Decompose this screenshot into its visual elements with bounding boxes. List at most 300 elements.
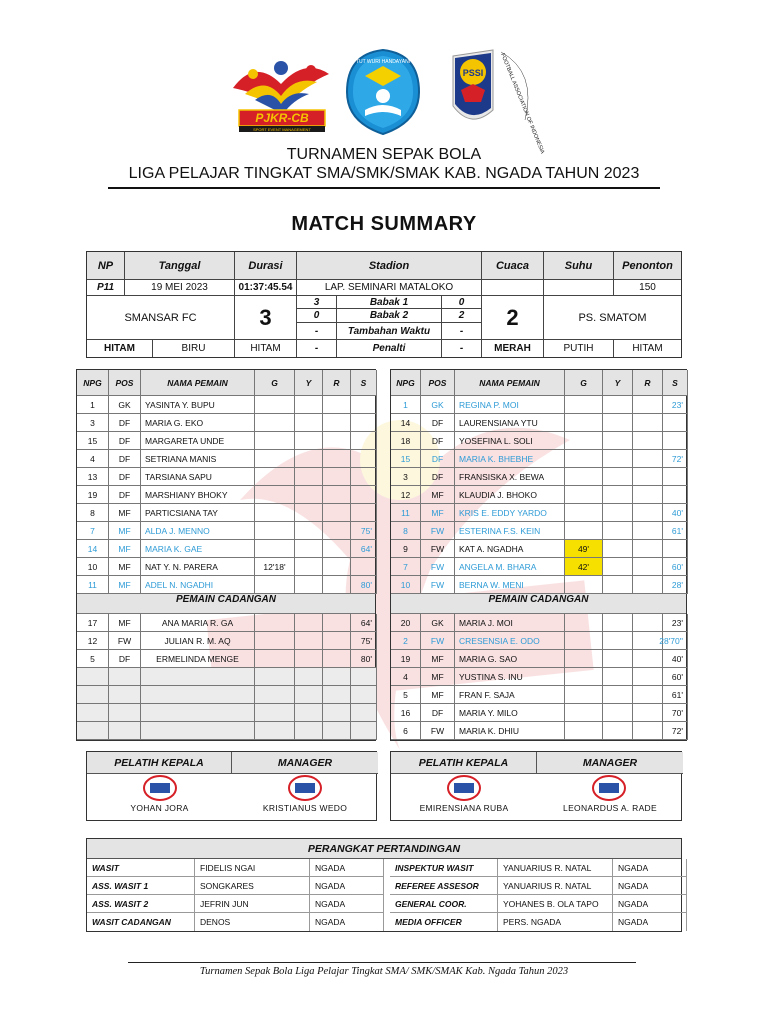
player-r (323, 432, 351, 449)
substitute-s: 60' (663, 668, 688, 685)
pssi-logo-icon (441, 46, 546, 155)
substitute-s: 28'70'' (663, 632, 688, 649)
home-manager-name: KRISTIANUS WEDO (262, 803, 348, 813)
substitute-r (323, 722, 351, 739)
player-s (351, 396, 377, 413)
col-header-s: S (663, 370, 688, 395)
player-s: 40' (663, 504, 688, 521)
substitute-s: 40' (663, 650, 688, 667)
col-header-y: Y (295, 370, 323, 395)
substitute-nama: ERMELINDA MENGE (141, 650, 255, 667)
officials-title: PERANGKAT PERTANDINGAN (87, 839, 681, 859)
player-s (663, 432, 688, 449)
home-kit-3: HITAM (235, 340, 297, 357)
substitute-y (295, 704, 323, 721)
player-y (295, 540, 323, 557)
substitute-pos: DF (109, 650, 141, 667)
player-y (603, 576, 633, 593)
substitute-s: 61' (663, 686, 688, 703)
player-pos: MF (109, 504, 141, 521)
substitute-nama (141, 722, 255, 739)
period-penalti-label: Penalti (337, 340, 442, 357)
svg-text:FOOTBALL ASSOCIATION OF INDONE: FOOTBALL ASSOCIATION OF INDONESIA (499, 52, 546, 155)
player-nama: MARIA K. GAE (141, 540, 255, 557)
tanggal-header: Tanggal (125, 252, 235, 280)
player-npg: 13 (77, 468, 109, 485)
substitute-row (77, 632, 377, 650)
substitute-nama (141, 686, 255, 703)
substitute-y (603, 668, 633, 685)
period-1-home: 3 (297, 296, 337, 309)
footer-divider (128, 962, 636, 963)
player-y (603, 468, 633, 485)
player-s: 80' (351, 576, 377, 593)
away-officials-box (390, 751, 682, 821)
player-pos: DF (109, 450, 141, 467)
player-g (255, 432, 295, 449)
substitute-r (633, 650, 663, 667)
player-r (633, 468, 663, 485)
player-g (255, 396, 295, 413)
substitute-row (391, 650, 688, 668)
np-value: P11 (87, 280, 125, 296)
player-pos: DF (109, 432, 141, 449)
player-nama: MARIA G. EKO (141, 414, 255, 431)
official-origin: NGADA (310, 913, 384, 931)
player-pos: MF (109, 522, 141, 539)
col-header-pos: POS (421, 370, 455, 395)
col-header-s: S (351, 370, 377, 395)
player-npg: 4 (77, 450, 109, 467)
col-header-g: G (255, 370, 295, 395)
substitute-pos (109, 686, 141, 703)
home-team-name: SMANSAR FC (87, 296, 235, 340)
player-pos: DF (421, 468, 455, 485)
substitute-r (633, 668, 663, 685)
player-s (351, 468, 377, 485)
official-role: WASIT (87, 859, 195, 876)
away-team-name: PS. SMATOM (544, 296, 681, 340)
substitute-g (565, 722, 603, 739)
away-pelatih-label: PELATIH KEPALA (391, 752, 537, 774)
player-g (565, 432, 603, 449)
player-npg: 10 (77, 558, 109, 575)
substitute-nama: YUSTINA S. INU (455, 668, 565, 685)
player-npg: 9 (391, 540, 421, 557)
col-header-y: Y (603, 370, 633, 395)
cuaca-header: Cuaca (482, 252, 544, 280)
period-penalti-away: - (442, 340, 482, 357)
player-row (77, 522, 377, 540)
home-player-table (76, 369, 376, 741)
player-nama: MARIA K. BHEBHE (455, 450, 565, 467)
official-name: YANUARIUS R. NATAL (498, 877, 613, 894)
player-nama: SETRIANA MANIS (141, 450, 255, 467)
player-nama: NAT Y. N. PARERA (141, 558, 255, 575)
player-npg: 18 (391, 432, 421, 449)
player-pos: FW (421, 540, 455, 557)
substitute-row (391, 686, 688, 704)
player-nama: KAT A. NGADHA (455, 540, 565, 557)
player-s: 64' (351, 540, 377, 557)
pjkr-cb-logo-icon (225, 54, 337, 134)
player-r (323, 450, 351, 467)
substitute-s (351, 686, 377, 703)
away-manager-label: MANAGER (537, 752, 683, 774)
substitute-row (77, 704, 377, 722)
player-s (351, 432, 377, 449)
player-row (77, 468, 377, 486)
player-r (323, 558, 351, 575)
player-pos: MF (109, 558, 141, 575)
player-g (255, 414, 295, 431)
player-r (633, 432, 663, 449)
match-summary-heading: MATCH SUMMARY (291, 213, 477, 235)
player-npg: 11 (77, 576, 109, 593)
col-header-g: G (565, 370, 603, 395)
official-row (390, 877, 687, 895)
away-substitutes-header (391, 594, 686, 614)
player-row (77, 504, 377, 522)
substitute-y (603, 632, 633, 649)
substitute-row (391, 632, 688, 650)
player-y (295, 504, 323, 521)
tut-wuri-handayani-logo-icon (343, 48, 423, 136)
col-header-r: R (323, 370, 351, 395)
player-nama: YOSEFINA L. SOLI (455, 432, 565, 449)
signature-stamp-icon (446, 774, 482, 802)
substitute-nama: MARIA G. SAO (455, 650, 565, 667)
player-r (633, 396, 663, 413)
player-npg: 12 (391, 486, 421, 503)
player-g (565, 414, 603, 431)
player-nama: PARTICSIANA TAY (141, 504, 255, 521)
substitutes-label: PEMAIN CADANGAN (176, 594, 276, 605)
substitute-row (77, 614, 377, 632)
player-row (391, 486, 688, 504)
player-y (603, 450, 633, 467)
player-y (295, 450, 323, 467)
official-name: JEFRIN JUN (195, 895, 310, 912)
official-name: YANUARIUS R. NATAL (498, 859, 613, 876)
away-score: 2 (482, 296, 544, 340)
substitute-r (633, 686, 663, 703)
substitute-g (255, 704, 295, 721)
player-row (77, 486, 377, 504)
substitute-pos: GK (421, 614, 455, 631)
player-row (77, 432, 377, 450)
player-pos: FW (421, 576, 455, 593)
player-r (633, 540, 663, 557)
substitute-y (295, 650, 323, 667)
substitute-r (633, 722, 663, 739)
player-r (323, 522, 351, 539)
suhu-value (544, 280, 614, 296)
player-g: 12'18' (255, 558, 295, 575)
player-s: 72' (663, 450, 688, 467)
period-1-label: Babak 1 (337, 296, 442, 309)
player-npg: 15 (391, 450, 421, 467)
away-player-table (390, 369, 687, 741)
player-pos: DF (421, 414, 455, 431)
home-manager-label: MANAGER (232, 752, 378, 774)
substitute-nama: FRAN F. SAJA (455, 686, 565, 703)
player-pos: DF (421, 432, 455, 449)
substitute-pos: DF (421, 704, 455, 721)
player-y (295, 558, 323, 575)
player-row (391, 414, 688, 432)
tournament-title: TURNAMEN SEPAK BOLA (286, 146, 482, 163)
substitute-row (77, 668, 377, 686)
player-y (603, 558, 633, 575)
substitute-nama: MARIA K. DHIU (455, 722, 565, 739)
player-s (351, 414, 377, 431)
player-npg: 7 (391, 558, 421, 575)
svg-text:TUT WURI HANDAYANI: TUT WURI HANDAYANI (355, 59, 411, 65)
player-row (77, 540, 377, 558)
player-y (603, 432, 633, 449)
player-npg: 8 (391, 522, 421, 539)
player-row (77, 414, 377, 432)
player-nama: KLAUDIA J. BHOKO (455, 486, 565, 503)
col-header-pos: POS (109, 370, 141, 395)
substitute-pos: MF (109, 614, 141, 631)
home-pelatih-name: YOHAN JORA (130, 803, 189, 813)
player-g (565, 504, 603, 521)
player-y (295, 432, 323, 449)
substitute-npg (77, 722, 109, 739)
period-1-away: 0 (442, 296, 482, 309)
player-nama: MARSHIANY BHOKY (141, 486, 255, 503)
official-row (390, 913, 687, 931)
official-origin: NGADA (310, 877, 384, 894)
substitute-y (603, 650, 633, 667)
player-g (255, 468, 295, 485)
substitute-npg: 6 (391, 722, 421, 739)
player-row (391, 576, 688, 594)
substitute-nama: CRESENSIA E. ODO (455, 632, 565, 649)
substitute-y (295, 632, 323, 649)
cuaca-value (482, 280, 544, 296)
suhu-header: Suhu (544, 252, 614, 280)
player-pos: FW (421, 558, 455, 575)
player-g (565, 486, 603, 503)
player-s (663, 540, 688, 557)
home-pelatih-label: PELATIH KEPALA (87, 752, 232, 774)
substitute-npg (77, 668, 109, 685)
substitute-r (323, 632, 351, 649)
player-npg: 19 (77, 486, 109, 503)
substitute-pos: FW (421, 722, 455, 739)
substitute-s: 80' (351, 650, 377, 667)
player-nama: ADEL N. NGADHI (141, 576, 255, 593)
player-pos: GK (421, 396, 455, 413)
player-r (323, 396, 351, 413)
substitute-y (603, 722, 633, 739)
player-r (633, 504, 663, 521)
player-nama: TARSIANA SAPU (141, 468, 255, 485)
official-role: WASIT CADANGAN (87, 913, 195, 931)
substitute-g (255, 686, 295, 703)
np-header: NP (87, 252, 125, 280)
player-g (565, 576, 603, 593)
player-npg: 3 (391, 468, 421, 485)
away-table-header (391, 370, 688, 396)
player-npg: 1 (77, 396, 109, 413)
substitute-npg: 5 (391, 686, 421, 703)
substitute-row (77, 722, 377, 740)
player-s (663, 414, 688, 431)
player-s (663, 486, 688, 503)
official-row (390, 859, 687, 877)
substitute-nama: MARIA J. MOI (455, 614, 565, 631)
official-origin: NGADA (613, 913, 687, 931)
player-g (255, 576, 295, 593)
player-row (77, 450, 377, 468)
player-g (565, 522, 603, 539)
signature-stamp-icon (142, 774, 178, 802)
period-2-home: 0 (297, 309, 337, 323)
player-y (295, 486, 323, 503)
player-nama: ANGELA M. BHARA (455, 558, 565, 575)
substitute-nama: JULIAN R. M. AQ (141, 632, 255, 649)
substitute-y (295, 722, 323, 739)
player-g: 49' (565, 540, 603, 557)
substitute-g (565, 650, 603, 667)
player-s: 60' (663, 558, 688, 575)
player-g (255, 450, 295, 467)
player-r (323, 504, 351, 521)
player-pos: MF (109, 576, 141, 593)
player-nama: BERNA W. MENI (455, 576, 565, 593)
substitutes-label: PEMAIN CADANGAN (488, 594, 589, 605)
substitute-y (295, 614, 323, 631)
substitute-r (323, 704, 351, 721)
official-role: ASS. WASIT 2 (87, 895, 195, 912)
stadion-value: LAP. SEMINARI MATALOKO (297, 280, 482, 296)
player-r (633, 522, 663, 539)
substitute-y (295, 668, 323, 685)
player-r (633, 414, 663, 431)
player-y (603, 414, 633, 431)
substitute-g (565, 614, 603, 631)
player-row (391, 540, 688, 558)
player-g (255, 522, 295, 539)
player-nama: REGINA P. MOI (455, 396, 565, 413)
player-g (565, 450, 603, 467)
substitute-g (565, 668, 603, 685)
home-substitutes-header (77, 594, 375, 614)
substitute-g (565, 686, 603, 703)
player-nama: ESTERINA F.S. KEIN (455, 522, 565, 539)
player-s: 75' (351, 522, 377, 539)
svg-text:PSSI: PSSI (462, 68, 484, 78)
official-name: FIDELIS NGAI (195, 859, 310, 876)
player-y (603, 396, 633, 413)
player-s (351, 558, 377, 575)
league-title: LIGA PELAJAR TINGKAT SMA/SMK/SMAK KAB. NGADA TAHUN 2023 (128, 165, 640, 182)
substitute-g (565, 704, 603, 721)
player-g: 42' (565, 558, 603, 575)
substitute-pos (109, 704, 141, 721)
home-kit-1: HITAM (87, 340, 153, 357)
player-r (323, 576, 351, 593)
player-pos: GK (109, 396, 141, 413)
player-row (77, 576, 377, 594)
period-2-away: 2 (442, 309, 482, 323)
player-row (391, 522, 688, 540)
official-origin: NGADA (310, 895, 384, 912)
tanggal-value: 19 MEI 2023 (125, 280, 235, 296)
player-pos: DF (421, 450, 455, 467)
durasi-header: Durasi (235, 252, 297, 280)
player-g (565, 396, 603, 413)
player-npg: 3 (77, 414, 109, 431)
official-row (87, 859, 384, 877)
player-nama: YASINTA Y. BUPU (141, 396, 255, 413)
substitute-row (77, 650, 377, 668)
away-kit-3: HITAM (632, 343, 663, 354)
player-y (295, 468, 323, 485)
substitute-npg: 12 (77, 632, 109, 649)
player-s: 23' (663, 396, 688, 413)
player-y (603, 522, 633, 539)
substitute-npg: 20 (391, 614, 421, 631)
player-npg: 14 (77, 540, 109, 557)
player-s (351, 450, 377, 467)
player-r (323, 486, 351, 503)
player-nama: FRANSISKA X. BEWA (455, 468, 565, 485)
player-y (603, 486, 633, 503)
home-table-header (77, 370, 377, 396)
substitute-pos (109, 668, 141, 685)
substitute-y (603, 614, 633, 631)
official-row (87, 895, 384, 913)
official-role: ASS. WASIT 1 (87, 877, 195, 894)
substitute-npg (77, 686, 109, 703)
title-divider (108, 187, 660, 189)
official-name: SONGKARES (195, 877, 310, 894)
away-pelatih-name: EMIRENSIANA RUBA (419, 803, 509, 813)
col-header-nama: NAMA PEMAIN (141, 370, 255, 395)
official-role: INSPEKTUR WASIT (390, 859, 498, 876)
player-y (295, 522, 323, 539)
player-nama: MARGARETA UNDE (141, 432, 255, 449)
away-kit-1: MERAH (482, 340, 544, 357)
penonton-header: Penonton (614, 252, 681, 280)
stadion-header: Stadion (297, 252, 482, 280)
col-header-nama: NAMA PEMAIN (455, 370, 565, 395)
player-s: 28' (663, 576, 688, 593)
home-kit-2: BIRU (153, 340, 235, 357)
player-npg: 14 (391, 414, 421, 431)
substitute-g (565, 632, 603, 649)
player-npg: 11 (391, 504, 421, 521)
substitute-s (351, 722, 377, 739)
player-r (323, 414, 351, 431)
substitute-g (255, 668, 295, 685)
substitute-y (295, 686, 323, 703)
away-manager-name: LEONARDUS A. RADE (563, 803, 657, 813)
substitute-row (391, 722, 688, 740)
match-info-table (86, 251, 682, 358)
official-name: YOHANES B. OLA TAPO (498, 895, 613, 912)
substitute-r (323, 614, 351, 631)
penonton-value: 150 (614, 280, 681, 296)
period-extra-label: Tambahan Waktu (337, 323, 442, 340)
player-npg: 15 (77, 432, 109, 449)
substitute-s: 70' (663, 704, 688, 721)
